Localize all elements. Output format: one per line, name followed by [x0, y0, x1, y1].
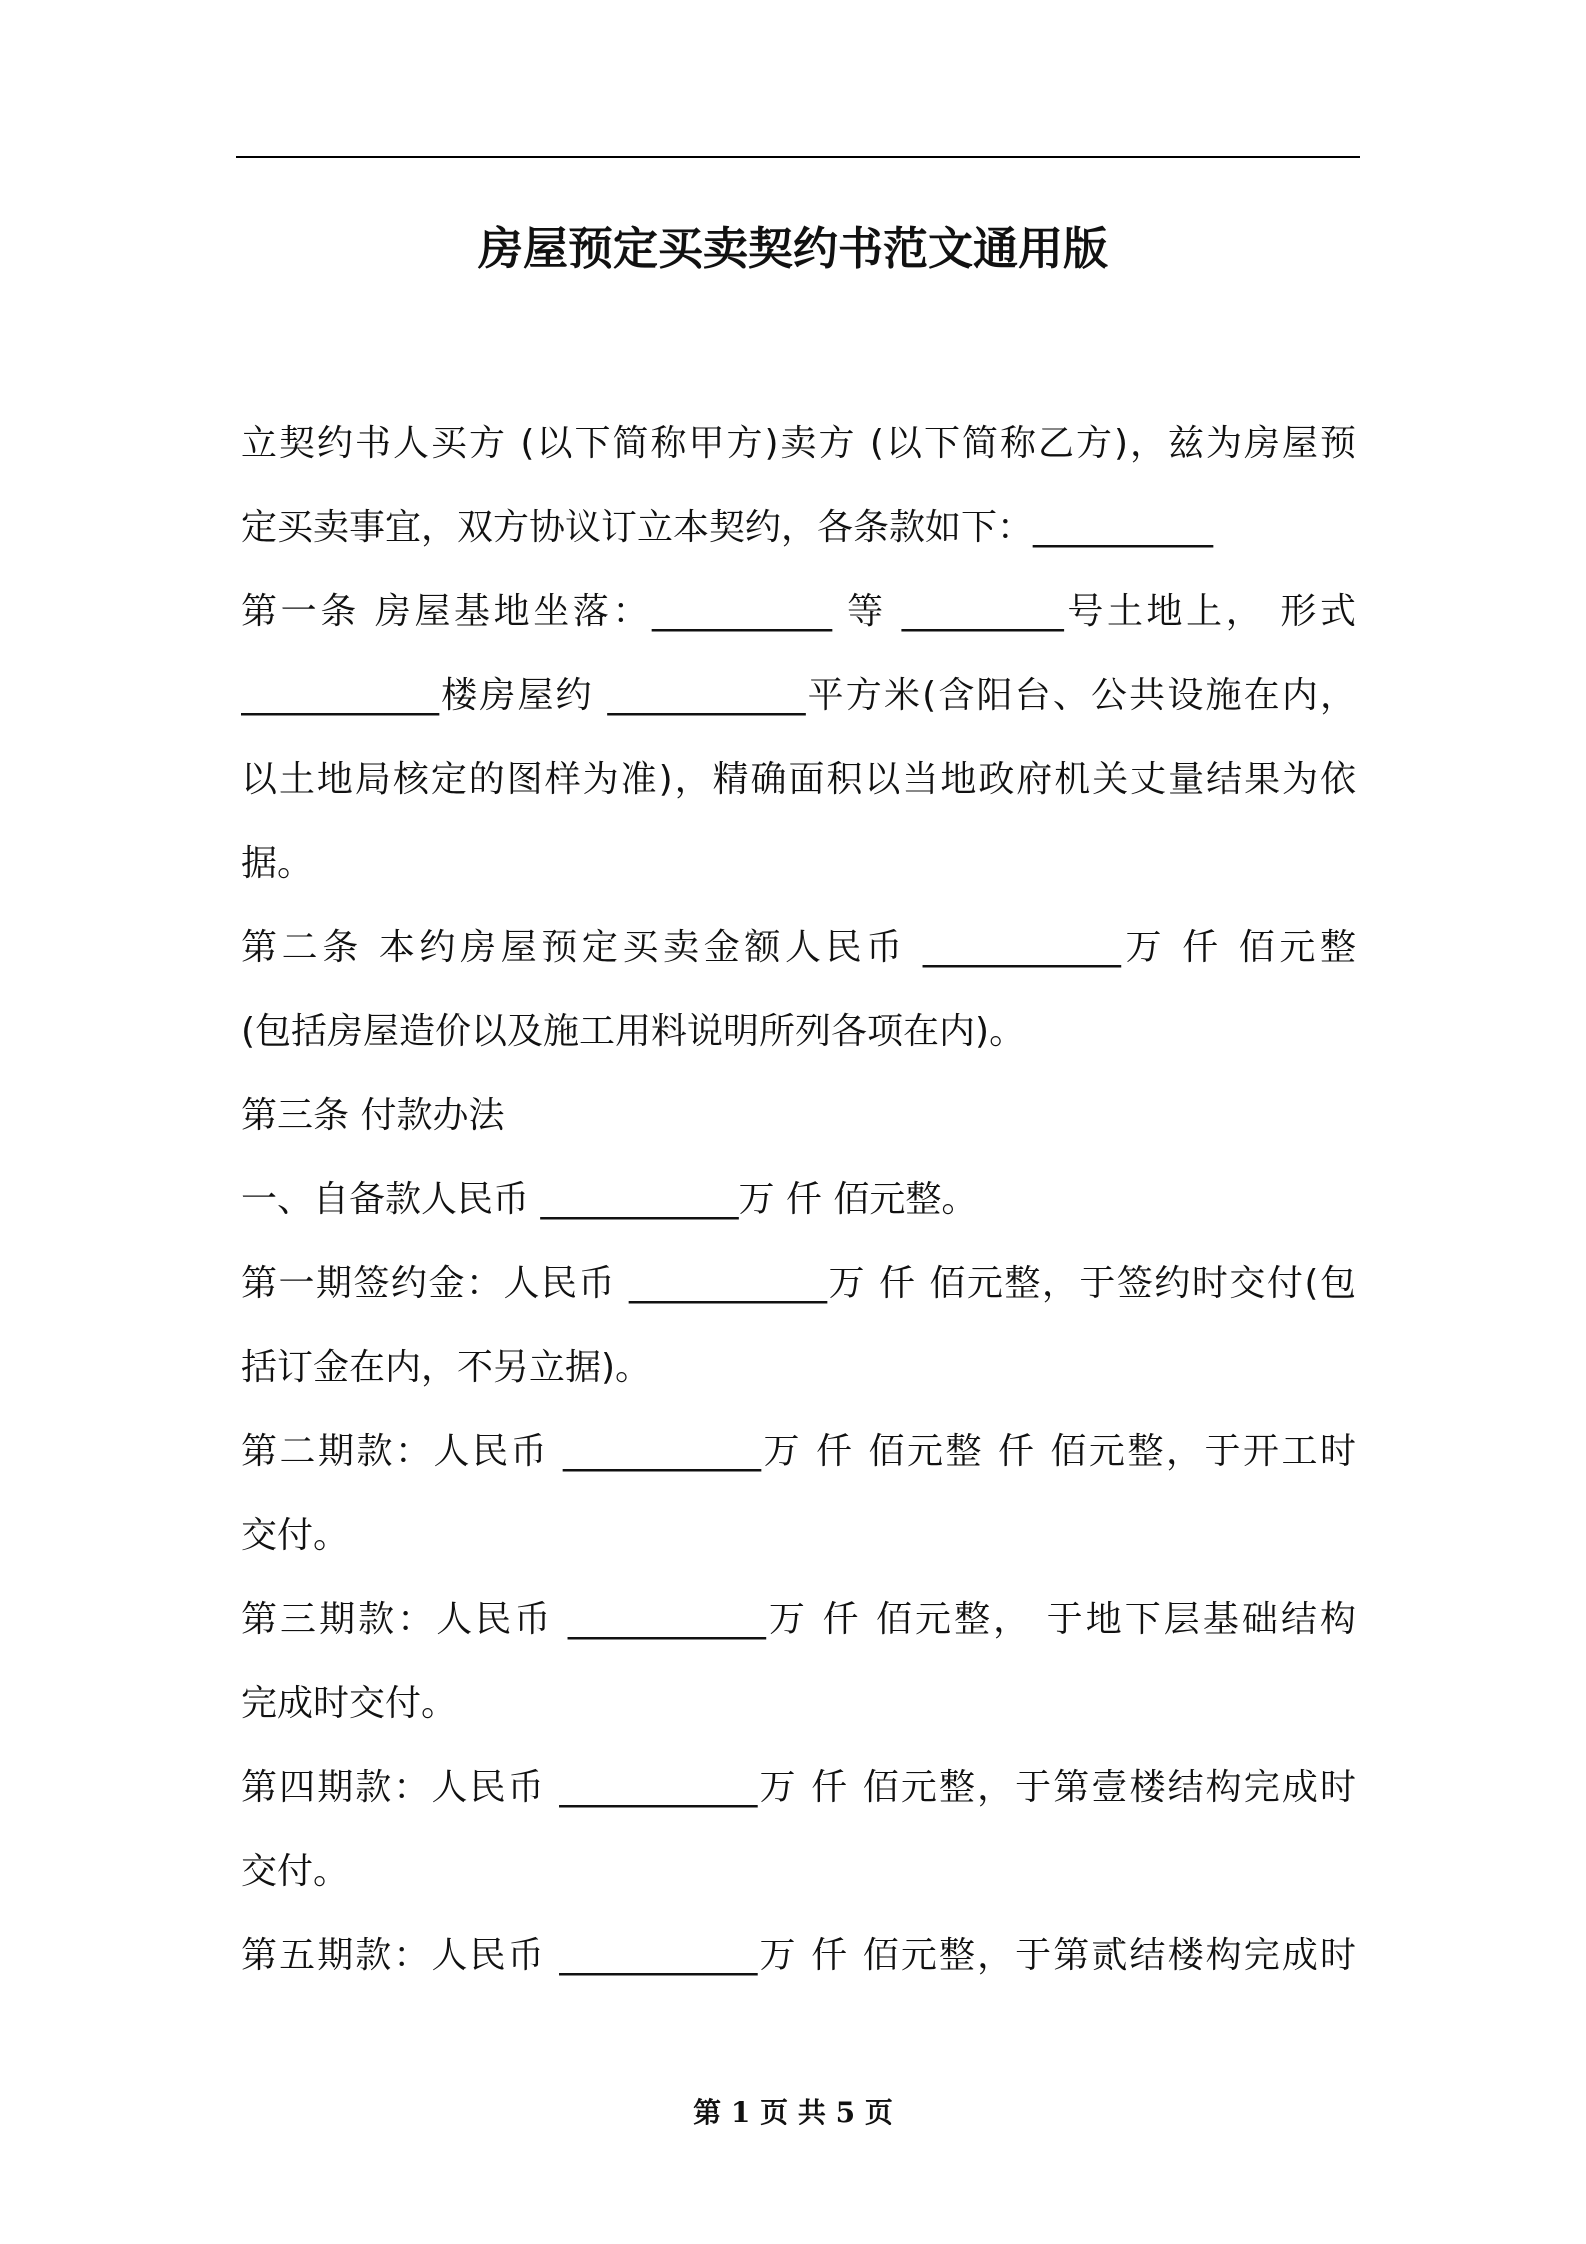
paragraph-self-funded [241, 1158, 1356, 1242]
text-line: 括订金在内，不另立据)。 [241, 1347, 652, 1388]
paragraph-article-3-heading [241, 1074, 1356, 1158]
text-line: 第一条 房屋基地坐落：__________ 等 _________号土地上， 形式 [241, 591, 1356, 632]
text-line: 定买卖事宜，双方协议订立本契约，各条款如下：__________ [241, 507, 1214, 548]
paragraph-installment-2 [241, 1410, 1356, 1578]
text-line: 第二期款：人民币 ___________万 仟 佰元整 仟 佰元整，于开工时 [241, 1431, 1356, 1472]
text-line: ___________楼房屋约 ___________平方米(含阳台、公共设施在内， [241, 675, 1356, 716]
text-line: 第一期签约金：人民币 ___________万 仟 佰元整，于签约时交付(包 [241, 1263, 1356, 1304]
text-line: 第二条 本约房屋预定买卖金额人民币 ___________万 仟 佰元整 [241, 927, 1356, 968]
text-line: 第三期款：人民币 ___________万 仟 佰元整， 于地下层基础结构 [241, 1599, 1356, 1640]
paragraph-installment-4 [241, 1746, 1356, 1914]
document-title: 房屋预定买卖契约书范文通用版 [477, 222, 1108, 275]
paragraph-installment-5 [241, 1914, 1356, 1998]
paragraph-article-2 [241, 906, 1356, 1074]
paragraph-preamble [241, 402, 1356, 570]
paragraph-installment-1 [241, 1242, 1356, 1410]
text-line: 一、自备款人民币 ___________万 仟 佰元整。 [241, 1179, 978, 1220]
text-line: 以土地局核定的图样为准)，精确面积以当地政府机关丈量结果为依 [241, 759, 1356, 800]
text-line: 立契约书人买方 (以下简称甲方)卖方 (以下简称乙方)，兹为房屋预 [241, 423, 1356, 464]
text-line: 第五期款：人民币 ___________万 仟 佰元整，于第贰结楼构完成时 [241, 1935, 1356, 1976]
document-body [241, 402, 1356, 1998]
text-line: (包括房屋造价以及施工用料说明所列各项在内)。 [241, 1011, 1026, 1052]
paragraph-installment-3 [241, 1578, 1356, 1746]
paragraph-article-1 [241, 570, 1356, 906]
header-rule [236, 156, 1360, 158]
text-line: 第三条 付款办法 [241, 1095, 505, 1136]
text-line: 交付。 [241, 1851, 350, 1892]
text-line: 第四期款：人民币 ___________万 仟 佰元整，于第壹楼结构完成时 [241, 1767, 1356, 1808]
text-line: 完成时交付。 [241, 1683, 458, 1724]
text-line: 据。 [241, 843, 314, 884]
page-number: 第 1 页 共 5 页 [693, 2096, 893, 2129]
text-line: 交付。 [241, 1515, 350, 1556]
